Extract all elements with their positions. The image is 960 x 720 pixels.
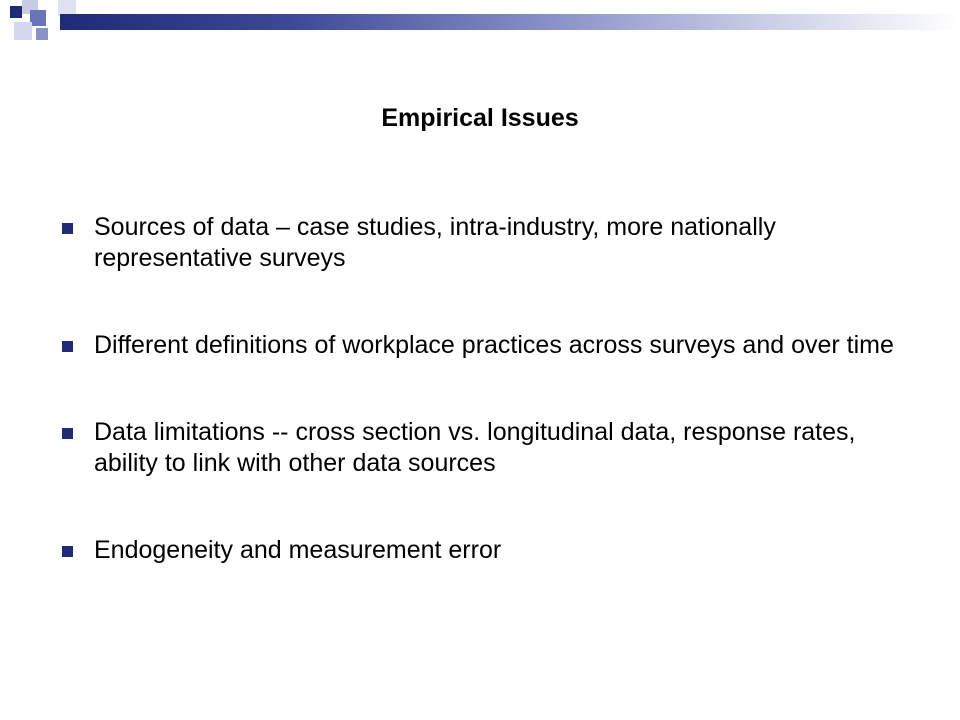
decorative-square bbox=[36, 28, 48, 40]
bullet-item bbox=[60, 417, 920, 479]
square-bullet-icon bbox=[62, 223, 73, 234]
bullet-text: Different definitions of workplace practices across surveys and over time bbox=[94, 331, 894, 359]
square-bullet-icon bbox=[62, 546, 73, 557]
decorative-square bbox=[10, 6, 22, 18]
header-gradient-bar bbox=[60, 14, 960, 30]
square-bullet-icon bbox=[62, 341, 73, 352]
bullet-list bbox=[60, 212, 920, 566]
bullet-item bbox=[60, 535, 920, 566]
bullet-item bbox=[60, 212, 920, 274]
decorative-square bbox=[30, 10, 46, 26]
bullet-item bbox=[60, 330, 920, 361]
decorative-square bbox=[14, 22, 32, 40]
bullet-text: Data limitations -- cross section vs. longitudinal data, response rates, ability to link with other data sources bbox=[94, 418, 856, 477]
square-bullet-icon bbox=[62, 428, 73, 439]
bullet-text: Endogeneity and measurement error bbox=[94, 536, 502, 564]
slide-title: Empirical Issues bbox=[381, 104, 579, 132]
bullet-text: Sources of data – case studies, intra-industry, more nationally representative surveys bbox=[94, 213, 776, 272]
